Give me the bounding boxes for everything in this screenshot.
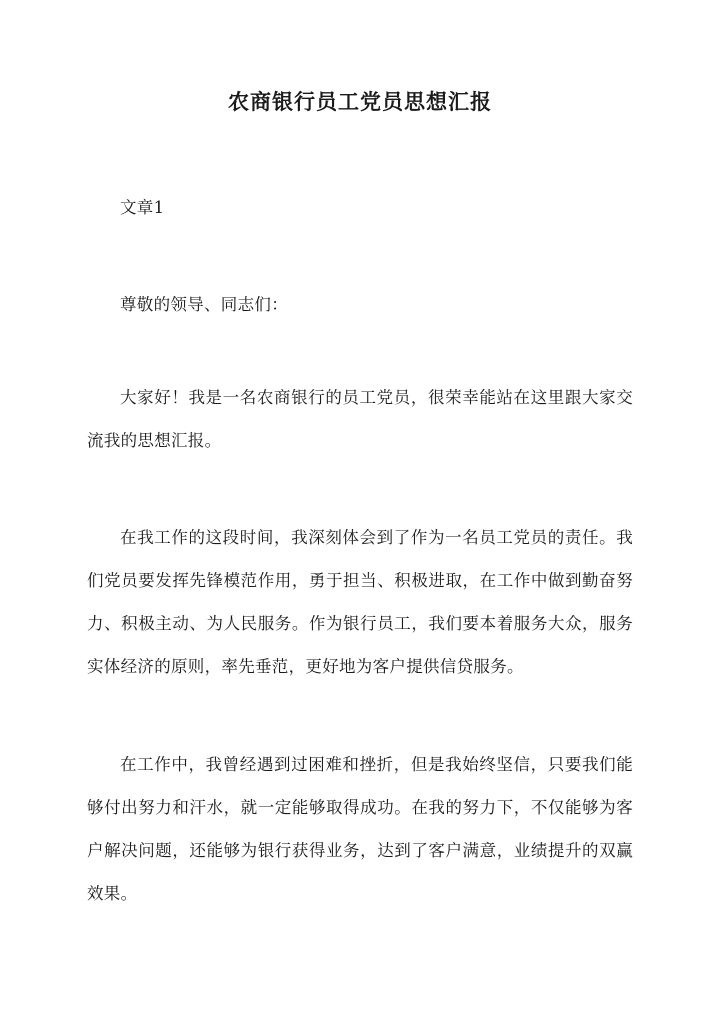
body-paragraph-1: 在我工作的这段时间，我深刻体会到了作为一名员工党员的责任。我们党员要发挥先锋模范作用，勇于担当、积极进取，在工作中做到勤奋努力、积极主动、为人民服务。作为银行员工，我们要本着服务大众，服务实体经济的原则，率先垂范，更好地为客户提供信贷服务。 (87, 528, 633, 676)
greeting-paragraph: 尊敬的领导、同志们： (120, 295, 288, 314)
document-title: 农商银行员工党员思想汇报 (228, 89, 492, 114)
article-label: 文章1 (120, 198, 165, 217)
body-paragraph-2: 在工作中，我曾经遇到过困难和挫折，但是我始终坚信，只要我们能够付出努力和汗水，就一定能够取得成功。在我的努力下，不仅能够为客户解决问题，还能够为银行获得业务，达到了客户满意，业绩提升的双赢效果。 (87, 755, 633, 903)
intro-paragraph: 大家好！我是一名农商银行的员工党员，很荣幸能站在这里跟大家交流我的思想汇报。 (87, 388, 633, 450)
